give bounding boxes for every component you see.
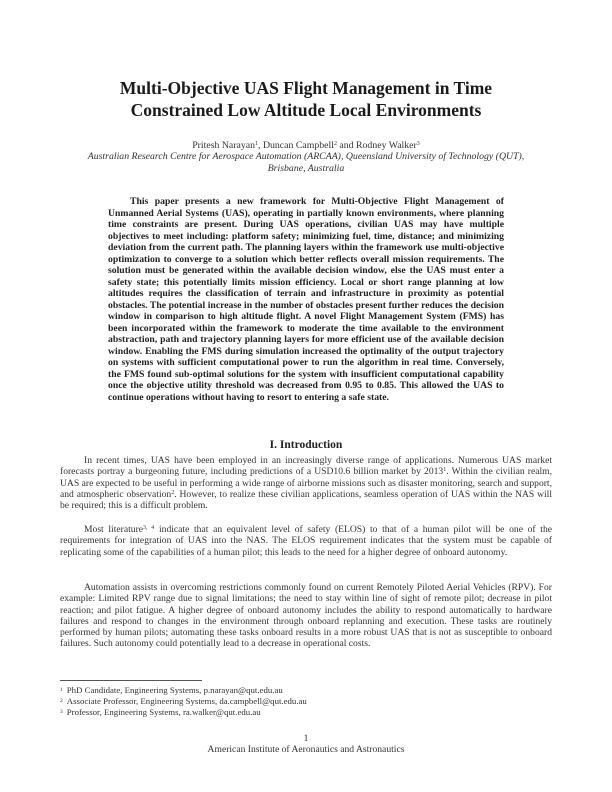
citation-mark: 3, 4 [143, 525, 155, 531]
footnote-text: PhD Candidate, Engineering Systems, p.narayan@qut.edu.au [66, 685, 283, 695]
citation-mark: 1 [443, 467, 447, 474]
affiliation: Australian Research Centre for Aerospace Automation (ARCAA), Queensland University of Technology (QUT), Brisbane, Australia [87, 151, 525, 174]
intro-paragraph-2 [60, 524, 552, 558]
intro-paragraph-1 [60, 455, 552, 511]
footnote-text: Associate Professor, Engineering Systems, da.campbell@qut.edu.au [66, 696, 307, 706]
paragraph-text: In recent times, UAS have been employed in an increasingly diverse range of applications. Numerous UAS market forecasts portray a burgeoning future, including predictions of a USD10.6 billion market by 2013 [60, 455, 552, 478]
title-line-1: Multi-Objective UAS Flight Management in Time [119, 78, 493, 98]
paragraph-text: Automation assists in overcoming restrictions commonly found on current Remotely Piloted Aerial Vehicles (RPV). For example: Limited RPV range due to signal limitations; the need to stay within line of sight of remote pilot; decrease in pilot reaction; and pilot fatigue. A higher degree of onboard autonomy includes the ability to respond automatically to hardware failures and respond to changes in the environment through onboard replanning and execution. These tasks are routinely performed by human pilots; automating these tasks onboard results in a more robust UAS that is not as susceptible to onboard failures. Such autonomy could potentially lead to a decrease in operational costs. [60, 582, 552, 650]
footnotes [60, 685, 552, 718]
author-separator: , [258, 140, 263, 151]
author-footnote-mark: 2 [333, 141, 337, 147]
footnote [60, 685, 552, 696]
footnote-mark: 1 [60, 686, 63, 693]
footnote [60, 707, 552, 718]
abstract: This paper presents a new framework for Multi-Objective Flight Management of Unmanned Aerial Systems (UAS), operating in partially known environments, where planning time constraints are present. During UAS operations, civilian UAS may have multiple objectives to meet including: platform safety; minimizing fuel, time, distance; and minimizing deviation from the current path. The planning layers within the framework use multi-objective optimization to converge to a solution which better reflects overall mission requirements. The solution must be generated within the available decision window, else the UAS must enter a safety state; this potentially limits mission efficiency. Local or short range planning at low altitudes requires the classification of terrain and infrastructure in proximity as potential obstacles. The potential increase in the number of obstacles present further reduces the decision window in comparison to high altitude flight. A novel Flight Management System (FMS) has been incorporated within the framework to moderate the time available to the environment abstraction, path and trajectory planning layers for more efficient use of the available decision window. Enabling the FMS during simulation increased the optimality of the output trajectory on systems with sufficient computational power to run the algorithm in real time. Conversely, the FMS found sub-optimal solutions for the system with insufficient computational capability once the objective utility threshold was decreased from 0.95 to 0.85. This allowed the UAS to continue operations without having to resort to entering a safe state. [108, 196, 504, 403]
footnote [60, 696, 552, 707]
paragraph-text: . However, to realize these civilian applications, seamless operation of UAS within the NAS will be required; this is a difficult problem. [60, 488, 552, 512]
author-footnote-mark: 3 [416, 141, 420, 147]
footnote-divider [60, 680, 202, 681]
citation-mark: 2 [171, 489, 175, 496]
paragraph-text: . Within the civilian realm, UAS are expected to be useful in performing a wide range of airborne missions such as disaster monitoring, search and support, and atmospheric observation [60, 466, 552, 500]
paper-title [60, 77, 552, 121]
page-footer: American Institute of Aeronautics and Astronautics [207, 744, 405, 755]
footnote-text: Professor, Engineering Systems, ra.walker@qut.edu.au [66, 707, 261, 717]
paragraph-text: indicate that an equivalent level of safety (ELOS) to that of a human pilot will be one of the requirements for integration of UAS into the NAS. The ELOS requirement indicates that the system must be capable of replicating some of the capabilities of a human pilot; this leads to the need for a higher degree of onboard autonomy. [60, 524, 553, 558]
author-footnote-mark: 1 [255, 141, 259, 147]
author-name: Pritesh Narayan [192, 140, 256, 151]
intro-paragraph-3 [60, 582, 552, 650]
author-name: Duncan Campbell [262, 140, 334, 151]
section-heading-introduction: I. Introduction [269, 439, 343, 451]
paragraph-text: Most literature [84, 524, 144, 535]
title-line-2: Constrained Low Altitude Local Environments [130, 100, 482, 120]
footnote-mark: 2 [60, 697, 63, 704]
author-list [60, 138, 552, 152]
author-separator: and [336, 140, 356, 151]
footnote-mark: 3 [60, 708, 63, 715]
page-number: 1 [303, 733, 309, 744]
author-name: Rodney Walker [356, 140, 417, 151]
